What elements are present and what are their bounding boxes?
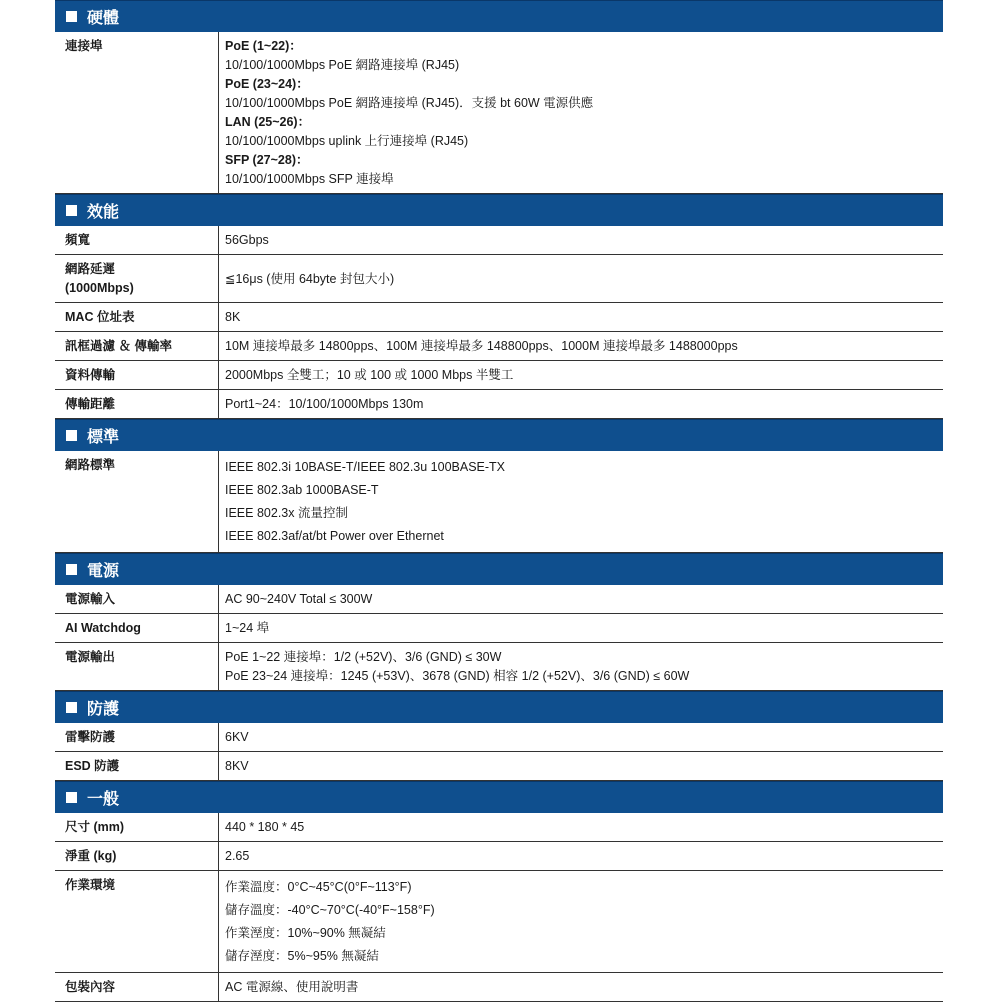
square-bullet-icon xyxy=(66,11,77,22)
spec-row xyxy=(55,842,943,871)
spec-value-line: 作業溫度：0°C~45°C(0°F~113°F) xyxy=(225,880,412,894)
section-header xyxy=(55,194,943,226)
spec-value-line: IEEE 802.3x 流量控制 xyxy=(225,506,348,520)
spec-value-line: 10/100/1000Mbps PoE 網路連接埠 (RJ45)．支援 bt 60W 電源供應 xyxy=(225,96,594,110)
spec-value xyxy=(218,226,943,254)
spec-value-line: AC 90~240V Total ≤ 300W xyxy=(225,592,373,606)
spec-row xyxy=(55,752,943,781)
section-header xyxy=(55,691,943,723)
spec-row xyxy=(55,813,943,842)
spec-row xyxy=(55,226,943,255)
spec-value xyxy=(218,332,943,360)
square-bullet-icon xyxy=(66,792,77,803)
spec-label: 雷擊防護 xyxy=(65,730,116,744)
spec-row xyxy=(55,32,943,194)
spec-value-line: 10/100/1000Mbps PoE 網路連接埠 (RJ45) xyxy=(225,58,460,72)
spec-row xyxy=(55,871,943,973)
section-title: 防護 xyxy=(87,701,120,718)
spec-row xyxy=(55,973,943,1002)
spec-value xyxy=(218,842,943,870)
spec-label: 尺寸 (mm) xyxy=(65,820,125,834)
spec-label: 連接埠 xyxy=(65,39,103,53)
spec-value-line: 1~24 埠 xyxy=(225,621,270,635)
square-bullet-icon xyxy=(66,430,77,441)
spec-value-line: 8K xyxy=(225,310,241,324)
spec-label: ESD 防護 xyxy=(65,759,120,773)
square-bullet-icon xyxy=(66,702,77,713)
section-header xyxy=(55,553,943,585)
spec-value-line: 2.65 xyxy=(225,849,250,863)
section-title: 一般 xyxy=(87,791,120,808)
spec-value xyxy=(218,723,943,751)
spec-value xyxy=(218,643,943,690)
spec-row xyxy=(55,390,943,419)
spec-value-line: PoE (1~22)： xyxy=(225,39,302,53)
spec-row xyxy=(55,723,943,752)
spec-row xyxy=(55,303,943,332)
spec-value xyxy=(218,451,943,552)
spec-value-line: 10M 連接埠最多 14800pps、100M 連接埠最多 148800pps、1000M 連接埠最多 1488000pps xyxy=(225,339,738,353)
spec-value-line: IEEE 802.3af/at/bt Power over Ethernet xyxy=(225,529,444,543)
spec-value xyxy=(218,973,943,1001)
spec-row xyxy=(55,585,943,614)
spec-label: MAC 位址表 xyxy=(65,310,135,324)
spec-row xyxy=(55,614,943,643)
spec-value-line: 儲存溼度：5%~95% 無凝結 xyxy=(225,949,379,963)
spec-label: 電源輸出 xyxy=(65,650,116,664)
spec-value-line: LAN (25~26)： xyxy=(225,115,311,129)
spec-value xyxy=(218,255,943,302)
spec-label: 訊框過濾 ＆ 傳輸率 xyxy=(65,339,172,353)
spec-value-line: 440 * 180 * 45 xyxy=(225,820,305,834)
spec-row xyxy=(55,643,943,691)
spec-sheet xyxy=(55,0,943,1002)
spec-value-line: IEEE 802.3i 10BASE-T/IEEE 802.3u 100BASE-TX xyxy=(225,460,506,474)
spec-value-line: Port1~24：10/100/1000Mbps 130m xyxy=(225,397,424,411)
spec-value xyxy=(218,813,943,841)
spec-label: 頻寬 xyxy=(65,233,91,247)
spec-value xyxy=(218,390,943,418)
spec-value xyxy=(218,871,943,972)
spec-value-line: 8KV xyxy=(225,759,249,773)
spec-value xyxy=(218,361,943,389)
spec-value-line: 儲存溫度：-40°C~70°C(-40°F~158°F) xyxy=(225,903,435,917)
spec-value xyxy=(218,303,943,331)
spec-value-line: IEEE 802.3ab 1000BASE-T xyxy=(225,483,379,497)
section-title: 標準 xyxy=(87,429,120,446)
spec-label: 資料傳輸 xyxy=(65,368,116,382)
spec-label: 網路延遲 (1000Mbps) xyxy=(65,262,134,295)
spec-value-line: SFP (27~28)： xyxy=(225,153,309,167)
section-title: 電源 xyxy=(87,563,120,580)
spec-label: 傳輸距離 xyxy=(65,397,116,411)
spec-value-line: AC 電源線、使用說明書 xyxy=(225,980,359,994)
square-bullet-icon xyxy=(66,205,77,216)
spec-label: 電源輸入 xyxy=(65,592,116,606)
spec-row xyxy=(55,255,943,303)
spec-label: AI Watchdog xyxy=(65,621,141,635)
spec-value-line: 10/100/1000Mbps uplink 上行連接埠 (RJ45) xyxy=(225,134,469,148)
section-header xyxy=(55,419,943,451)
section-title: 效能 xyxy=(87,204,120,221)
spec-value xyxy=(218,585,943,613)
section-header xyxy=(55,781,943,813)
spec-label: 淨重 (kg) xyxy=(65,849,117,863)
spec-row xyxy=(55,361,943,390)
section-title: 硬體 xyxy=(87,10,120,27)
spec-value-line: ≦16μs (使用 64byte 封包大小) xyxy=(225,271,395,286)
spec-value-line: PoE 1~22 連接埠：1/2 (+52V)、3/6 (GND) ≤ 30W xyxy=(225,650,502,664)
spec-value-line: 10/100/1000Mbps SFP 連接埠 xyxy=(225,172,394,186)
spec-value-line: 2000Mbps 全雙工；10 或 100 或 1000 Mbps 半雙工 xyxy=(225,368,514,382)
spec-label: 作業環境 xyxy=(65,878,116,892)
spec-row xyxy=(55,332,943,361)
spec-value xyxy=(218,614,943,642)
spec-label: 網路標準 xyxy=(65,458,116,472)
spec-row xyxy=(55,451,943,553)
spec-value-line: PoE 23~24 連接埠：1245 (+53V)、3678 (GND) 相容 1/2 (+52V)、3/6 (GND) ≤ 60W xyxy=(225,669,690,683)
spec-value xyxy=(218,752,943,780)
spec-label: 包裝內容 xyxy=(65,980,116,994)
section-header xyxy=(55,0,943,32)
square-bullet-icon xyxy=(66,564,77,575)
spec-value-line: 56Gbps xyxy=(225,233,269,247)
spec-value-line: 6KV xyxy=(225,730,249,744)
spec-value-line: PoE (23~24)： xyxy=(225,77,309,91)
spec-value xyxy=(218,32,943,193)
spec-value-line: 作業溼度：10%~90% 無凝結 xyxy=(225,926,386,940)
